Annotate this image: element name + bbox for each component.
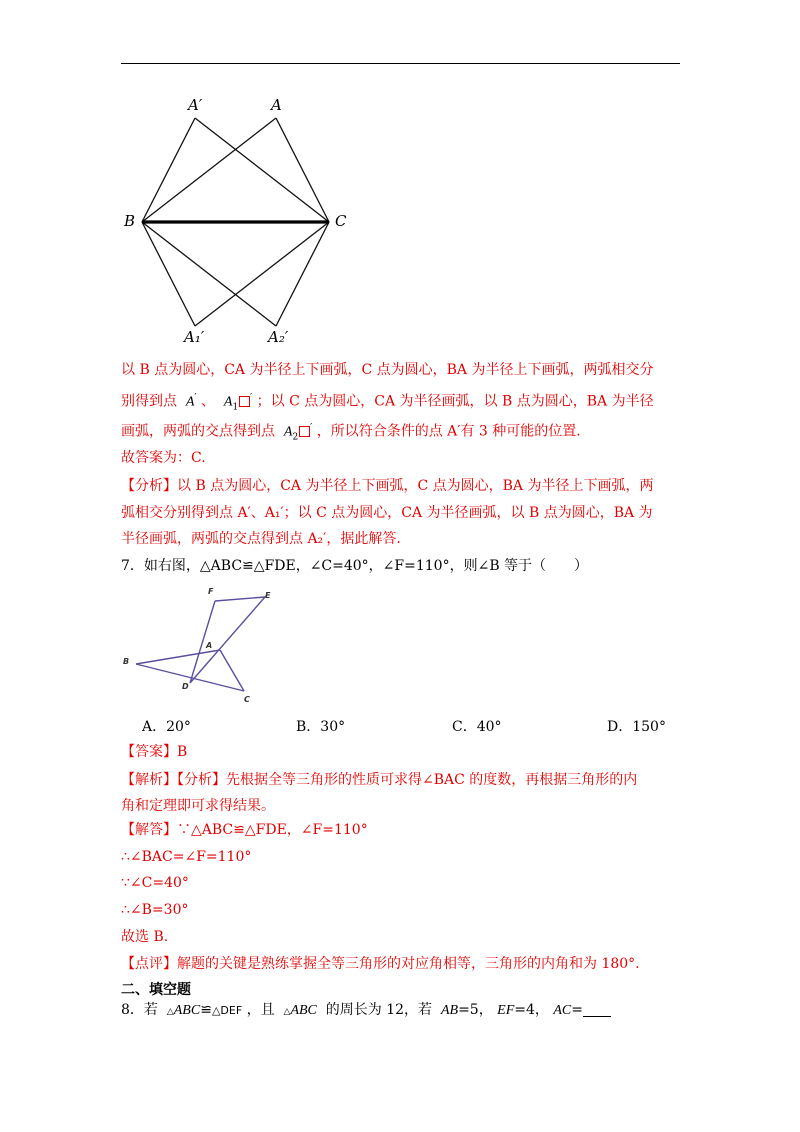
q8-stem: 8．若 △ABC≌△DEF ，且 △ABC 的周长为 12，若 AB=5， EF=4， AC= [121,1000,611,1022]
q7-solve5: 故选 B. [121,929,169,945]
section2-title: 二、填空题 [121,982,191,998]
q7-label-E: E [265,591,271,600]
label-B: B [124,212,136,230]
label-A: A [271,96,282,114]
label-C: C [335,212,347,230]
seg-B-Aprime [142,118,195,222]
seg-A-C [276,118,329,222]
figure-construction [115,90,365,360]
label-A-prime: A′ [188,96,203,114]
q7-label-F: F [208,587,214,596]
q7-label-D: D [182,682,189,691]
q7-option-a[interactable]: A．20° [142,719,191,735]
seg-B-A7 [136,650,220,664]
header-rule [121,63,680,64]
q7-label-A: A [206,641,213,650]
seg-B-A1 [142,222,195,326]
seg-B-C7 [136,664,244,691]
solution6-line3: 画弧，两弧的交点得到点 $A_2'$ ，所以符合条件的点 A′有 3 种可能的位置. [121,423,581,443]
label-A1-prime: A₁′ [184,328,205,346]
seg-A2-C [276,222,329,326]
q7-solve1: 【解答】∵△ABC≌△FDE，∠F=110° [121,822,368,838]
seg-Aprime-C [195,118,329,222]
seg-B-A2 [142,222,276,326]
q7-comment: 【点评】解题的关键是熟练掌握全等三角形的对应角相等，三角形的内角和为 180°. [121,956,640,972]
placeholder-box [299,426,310,437]
tri-FDE [190,597,265,683]
q7-solve2: ∴∠BAC=∠F=110° [121,849,252,865]
seg-A1-C [195,222,329,326]
placeholder-box [239,396,250,407]
q7-explain1: 【解析】【分析】先根据全等三角形的性质可求得∠BAC 的度数，再根据三角形的内 [121,772,638,788]
q7-option-b[interactable]: B．30° [296,719,346,735]
q7-option-d[interactable]: D．150° [607,719,666,735]
figure-q7 [120,585,280,710]
q7-answer: 【答案】B [121,744,188,760]
q7-explain2: 角和定理即可求得结果。 [121,798,275,814]
solution6-line2: 别得到点 A′ 、 $A_1'$ ；以 C 点为圆心，CA 为半径画弧，以 B 点为圆心，BA 为半径 [121,393,654,413]
q7-solve3: ∵∠C=40° [121,875,189,891]
q7-label-C: C [244,695,250,704]
q7-option-c[interactable]: C．40° [452,719,502,735]
solution6-analysis2: 弧相交分别得到点 A′、A₁′；以 C 点为圆心，CA 为半径画弧，以 B 点为圆心，BA 为 [121,505,653,521]
seg-A-C7 [220,650,244,691]
solution6-analysis3: 半径画弧，两弧的交点得到点 A₂′，据此解答. [121,531,401,547]
q7-solve4: ∴∠B=30° [121,902,189,918]
q7-stem: 7．如右图，△ABC≌△FDE，∠C=40°，∠F=110°，则∠B 等于（ ） [121,558,589,574]
solution6-analysis1: 【分析】以 B 点为圆心，CA 为半径上下画弧，C 点为圆心，BA 为半径上下画弧，两 [121,478,654,494]
q7-label-B: B [123,657,130,666]
solution6-answer: 故答案为：C. [121,450,206,466]
label-A2-prime: A₂′ [268,328,289,346]
seg-B-A [142,118,276,222]
answer-blank[interactable] [583,1002,611,1017]
solution6-line1: 以 B 点为圆心，CA 为半径上下画弧，C 点为圆心，BA 为半径上下画弧，两弧相交分 [121,362,654,378]
